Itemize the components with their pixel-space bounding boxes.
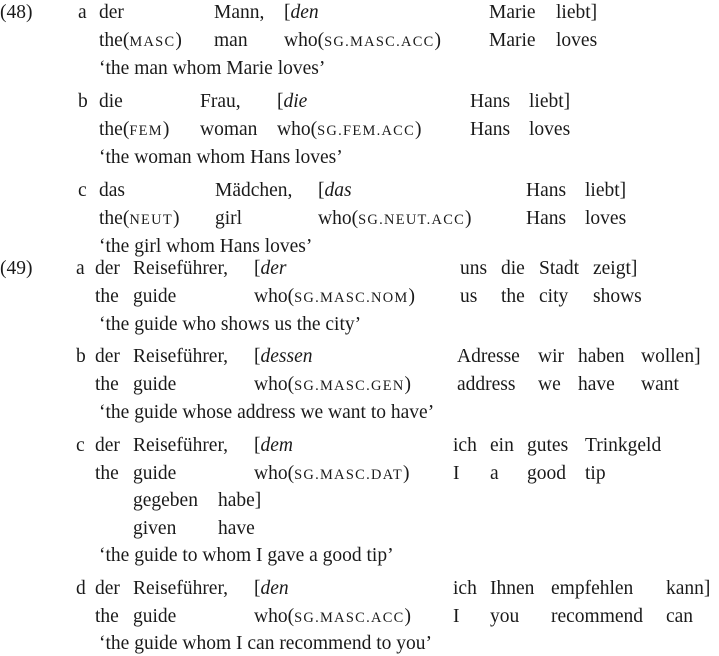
german-word: [der [254,258,287,279]
german-word: Frau, [200,91,241,112]
gloss-word: girl [215,208,243,229]
german-word: wollen] [641,346,701,367]
item-label-48a: a [78,2,87,23]
gloss-word: I [453,606,460,627]
gloss-word: the [95,286,119,307]
german-word: Reiseführer, [133,258,229,279]
gloss-word: shows [593,286,642,307]
gloss-article: the(FEM) [99,119,170,140]
german-word: liebt] [556,2,598,23]
gloss-word: I [453,463,460,484]
german-word: Marie [489,2,536,23]
gloss-relative: who(SG.NEUT.ACC) [318,208,472,229]
item-label-49b: b [76,346,86,367]
gloss-word: loves [529,119,571,140]
gloss-relative: who(SG.MASC.NOM) [254,286,416,307]
german-word: Adresse [457,346,520,367]
gloss-word: have [218,518,255,539]
german-word: Reiseführer, [133,346,229,367]
gloss-word: the [501,286,525,307]
german-word: die [501,258,525,279]
item-label-49c: c [76,435,85,456]
item-label-48b: b [78,91,88,112]
free-translation: ‘the woman whom Hans loves’ [99,147,343,168]
german-word: das [99,180,125,201]
gloss-word: Hans [526,208,567,229]
item-label-49a: a [76,258,85,279]
german-word: empfehlen [551,578,634,599]
gloss-relative: who(SG.MASC.ACC) [284,30,442,51]
german-word: [dessen [254,346,313,367]
gloss-article: the(NEUT) [99,208,180,229]
gloss-word: guide [133,463,177,484]
gloss-word: loves [556,30,598,51]
gloss-word: us [460,286,478,307]
german-word: der [99,2,124,23]
gloss-word: we [538,374,561,395]
german-word: uns [460,258,488,279]
gloss-word: guide [133,286,177,307]
gloss-relative: who(SG.MASC.GEN) [254,374,412,395]
gloss-word: address [457,374,516,395]
german-word: haben [578,346,625,367]
german-word: die [99,91,123,112]
gloss-article: the(MASC) [99,30,182,51]
german-word: Hans [470,91,511,112]
gloss-word: the [95,463,119,484]
gloss-word: recommend [551,606,644,627]
german-word: [die [277,91,308,112]
german-word: Ihnen [490,578,535,599]
german-word: Mann, [214,2,265,23]
gloss-word: guide [133,374,177,395]
gloss-word: loves [585,208,627,229]
german-word: der [95,346,120,367]
german-word: kann] [666,578,711,599]
german-word: gegeben [133,490,198,511]
german-word: der [95,435,120,456]
free-translation: ‘the man whom Marie loves’ [99,58,326,79]
german-word: ich [453,435,477,456]
gloss-word: want [641,374,679,395]
german-word: ein [490,435,514,456]
german-word: ich [453,578,477,599]
item-label-49d: d [76,578,86,599]
gloss-word: city [539,286,569,307]
german-word: [den [254,578,289,599]
gloss-word: the [95,374,119,395]
gloss-word: have [578,374,615,395]
german-word: Mädchen, [215,180,293,201]
german-word: liebt] [585,180,627,201]
item-label-48c: c [78,180,87,201]
german-word: zeigt] [593,258,638,279]
gloss-word: Hans [470,119,511,140]
gloss-word: a [490,463,499,484]
free-translation: ‘the guide whom I can recommend to you’ [99,633,433,654]
gloss-word: tip [585,463,606,484]
german-word: habe] [218,490,262,511]
gloss-word: can [666,606,694,627]
example-number-48: (48) [0,2,33,23]
gloss-word: man [214,30,248,51]
gloss-word: Marie [489,30,536,51]
german-word: [dem [254,435,293,456]
free-translation: ‘the guide to whom I gave a good tip’ [99,545,394,566]
german-word: liebt] [529,91,571,112]
gloss-relative: who(SG.MASC.ACC) [254,606,412,627]
german-word: Hans [526,180,567,201]
free-translation: ‘the guide who shows us the city’ [99,314,362,335]
german-word: gutes [527,435,569,456]
german-word: der [95,258,120,279]
german-word: Reiseführer, [133,578,229,599]
german-word: Stadt [539,258,580,279]
free-translation: ‘the girl whom Hans loves’ [99,236,313,257]
gloss-word: given [133,518,177,539]
example-number-49: (49) [0,258,33,279]
gloss-relative: who(SG.FEM.ACC) [277,119,422,140]
german-word: Trinkgeld [585,435,662,456]
gloss-word: woman [200,119,258,140]
german-word: wir [538,346,564,367]
gloss-relative: who(SG.MASC.DAT) [254,463,410,484]
german-word: der [95,578,120,599]
gloss-word: you [490,606,520,627]
german-word: [das [318,180,352,201]
gloss-word: the [95,606,119,627]
german-word: [den [284,2,319,23]
gloss-word: guide [133,606,177,627]
gloss-word: good [527,463,566,484]
free-translation: ‘the guide whose address we want to have’ [99,402,435,423]
german-word: Reiseführer, [133,435,229,456]
